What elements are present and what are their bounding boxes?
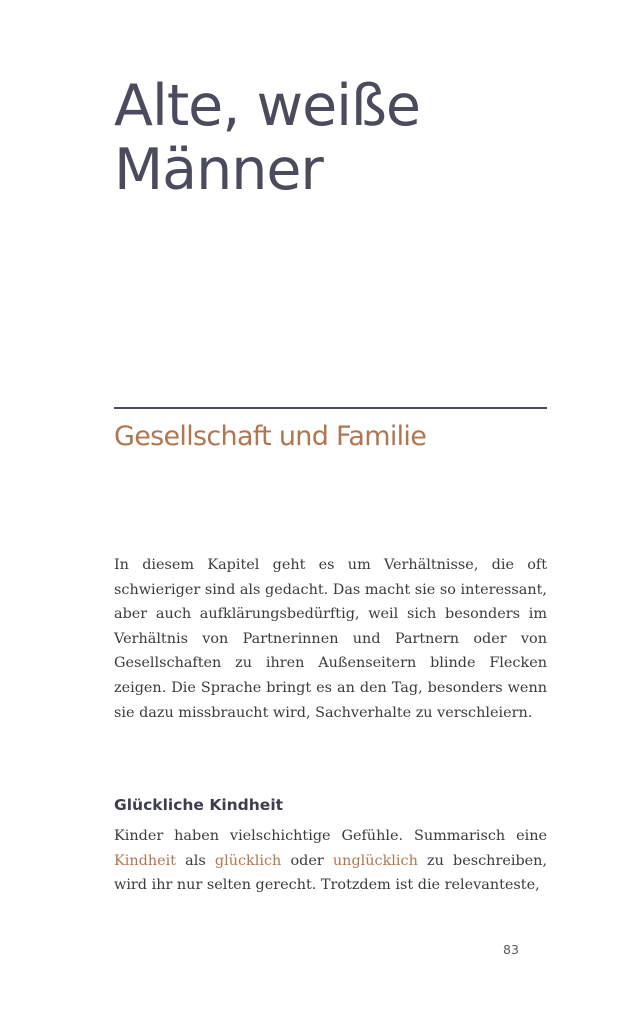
body-text-part-3: oder — [281, 852, 333, 869]
body-text-part-4: zu beschreiben, wird ihr nur selten gerecht. Trotzdem ist die relevanteste, — [114, 852, 548, 894]
chapter-title-line-1: Alte, weiße — [114, 73, 420, 139]
term-gluecklich: glücklich — [214, 852, 282, 869]
chapter-title-line-2: Männer — [114, 137, 323, 203]
section-title: Gesellschaft und Familie — [114, 421, 427, 452]
intro-paragraph: In diesem Kapitel geht es um Verhältnisse, die oft schwieriger sind als gedacht. Das macht sie so interessant, aber auch aufklärungsbedürftig, weil sich besonders im Verhältnis von Partnerinnen und Partnern oder von Gesellschaften zu ihren Außenseitern blinde Flecken zeigen. Die Sprache bringt es an den Tag, besonders wenn sie dazu missbraucht wird, Sachverhalte zu verschleiern. — [114, 557, 548, 721]
term-ungluecklich: unglücklich — [332, 852, 418, 869]
body-paragraph — [114, 824, 547, 898]
section-divider — [114, 407, 547, 409]
chapter-title — [114, 74, 554, 202]
term-kindheit: Kindheit — [114, 852, 177, 869]
subsection-heading: Glückliche Kindheit — [114, 796, 284, 814]
page-number: 83 — [503, 942, 519, 957]
body-text-part-1: Kinder haben vielschichtige Gefühle. Summarisch eine — [114, 828, 547, 844]
body-text-part-2: als — [176, 852, 215, 869]
